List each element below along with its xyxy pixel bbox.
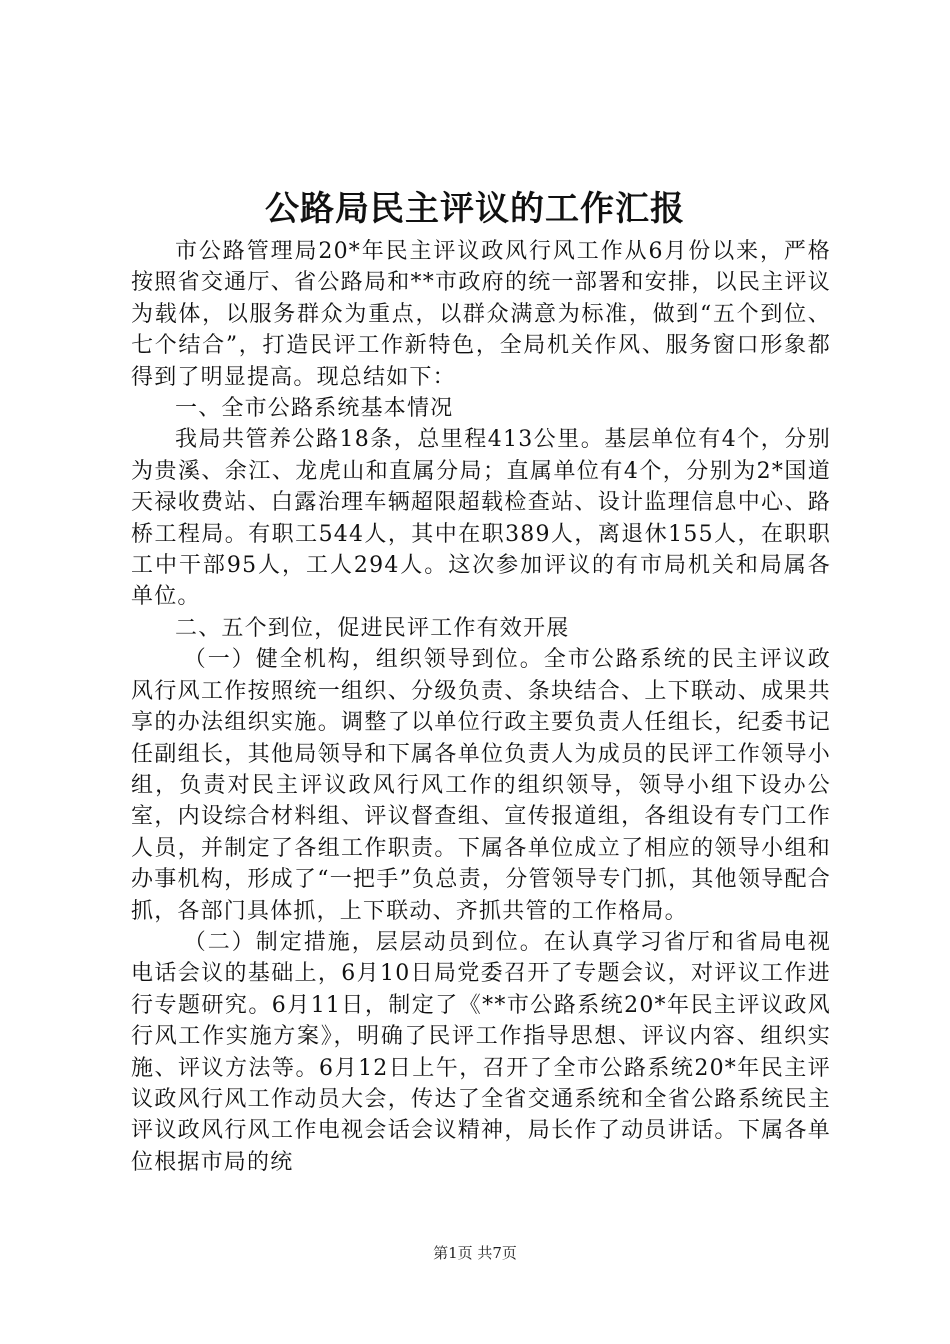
document-title: 公路局民主评议的工作汇报: [265, 189, 685, 229]
subsection-1-paragraph: （一）健全机构，组织领导到位。全市公路系统的民主评议政风行风工作按照统一组织、分级负责、条块结合、上下联动、成果共享的办法组织实施。调整了以单位行政主要负责人任组长，纪委书记任副组长，其他局领导和下属各单位负责人为成员的民评工作领导小组，负责对民主评议政风行风工作的组织领导，领导小组下设办公室，内设综合材料组、评议督查组、宣传报道组，各组设有专门工作人员，并制定了各组工作职责。下属各单位成立了相应的领导小组和办事机构，形成了“一把手”负总责，分管领导专门抓，其他领导配合抓，各部门具体抓，上下联动、齐抓共管的工作格局。: [131, 647, 831, 924]
page-number-footer: 第1页 共7页: [433, 1244, 517, 1262]
document-body: [131, 236, 831, 1178]
section-1-paragraph: 我局共管养公路18条，总里程413公里。基层单位有4个，分别为贵溪、余江、龙虎山和直属分局；直属单位有4个，分别为2*国道天禄收费站、白露治理车辆超限超载检查站、设计监理信息中心、路桥工程局。有职工544人，其中在职389人，离退休155人，在职职工中干部95人，工人294人。这次参加评议的有市局机关和局属各单位。: [131, 427, 831, 610]
section-heading-1: 一、全市公路系统基本情况: [175, 396, 454, 422]
intro-paragraph: 市公路管理局20*年民主评议政风行风工作从6月份以来，严格按照省交通厅、省公路局和**市政府的统一部署和安排，以民主评议为载体，以服务群众为重点，以群众满意为标准，做到“五个到位、七个结合”，打造民评工作新特色，全局机关作风、服务窗口形象都得到了明显提高。现总结如下：: [131, 239, 831, 390]
subsection-2-paragraph: （二）制定措施，层层动员到位。在认真学习省厅和省局电视电话会议的基础上，6月10日局党委召开了专题会议，对评议工作进行专题研究。6月11日，制定了《**市公路系统20*年民主评议政风行风工作实施方案》，明确了民评工作指导思想、评议内容、组织实施、评议方法等。6月12日上午，召开了全市公路系统20*年民主评议政风行风工作动员大会，传达了全省交通系统和全省公路系统民主评议政风行风工作电视会话会议精神，局长作了动员讲话。下属各单位根据市局的统: [131, 929, 831, 1175]
section-heading-2: 二、五个到位，促进民评工作有效开展: [175, 615, 570, 641]
